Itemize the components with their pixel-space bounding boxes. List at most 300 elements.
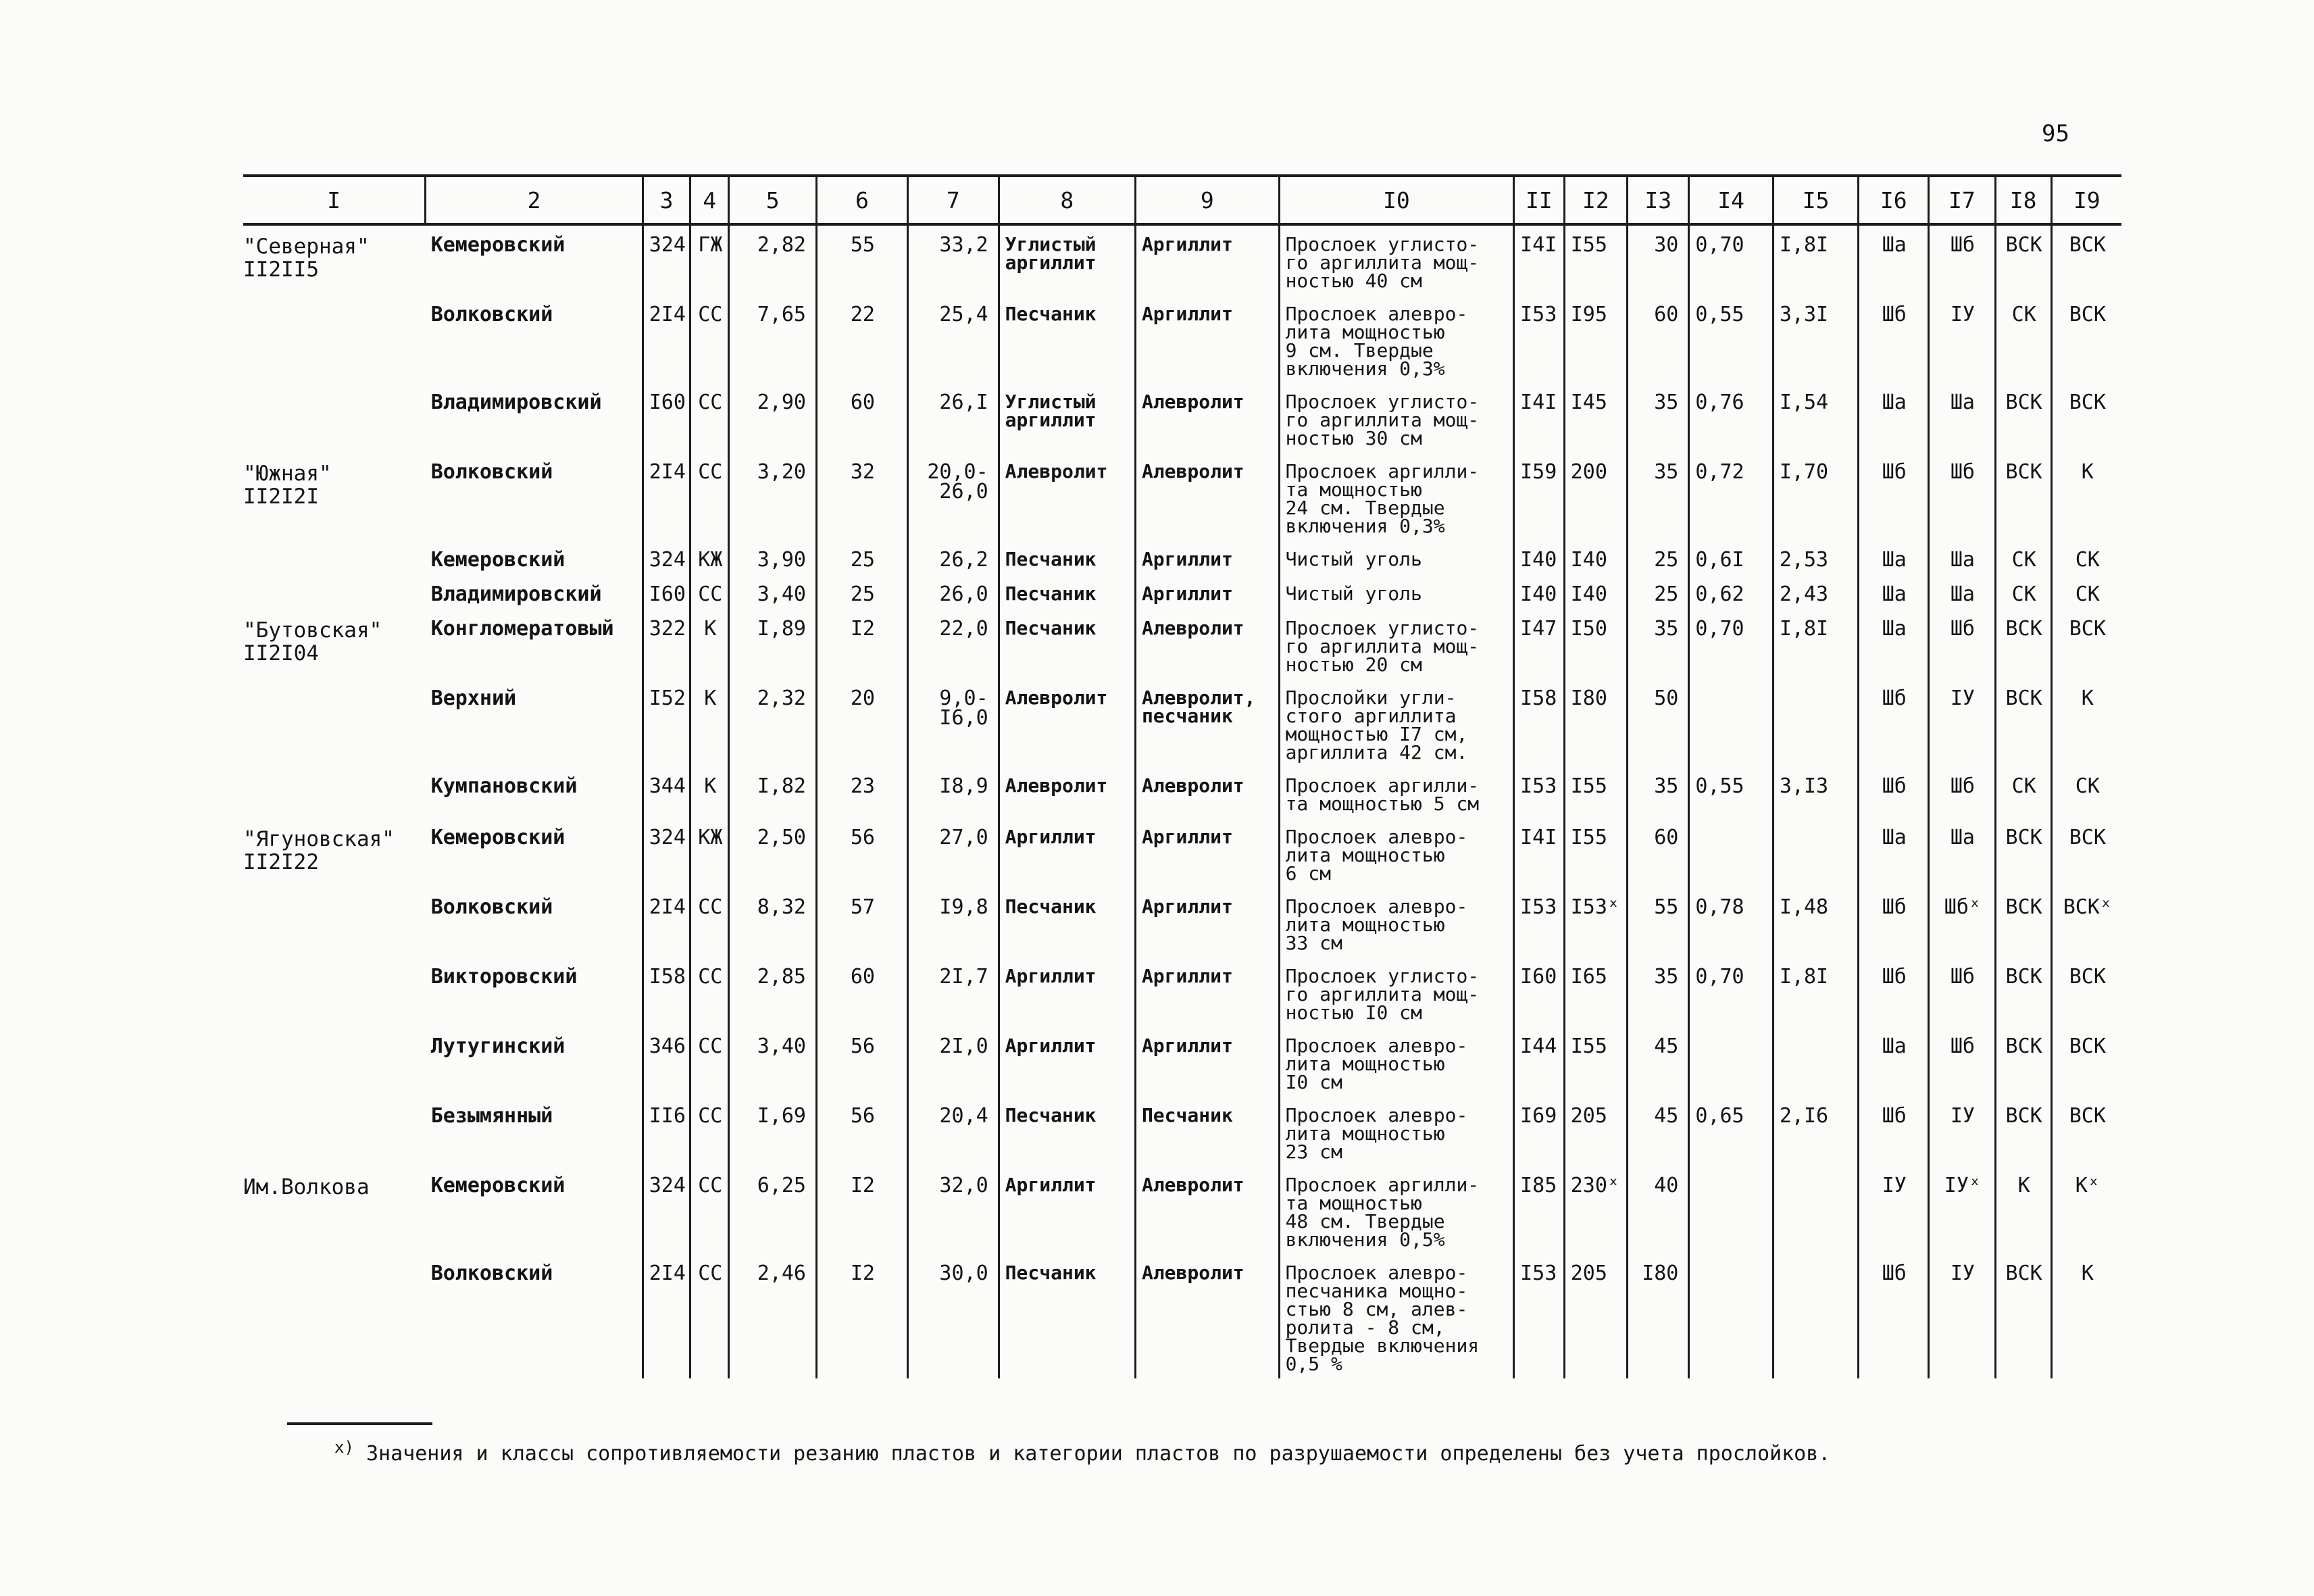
table-cell: Ша <box>1859 1027 1929 1097</box>
column-header-16: I6 <box>1859 176 1929 224</box>
table-cell: I95 <box>1564 295 1627 383</box>
table-cell: Шб <box>1859 888 1929 957</box>
table-cell: I40 <box>1514 541 1565 575</box>
table-cell: I60 <box>1514 957 1565 1027</box>
column-header-14: I4 <box>1689 176 1773 224</box>
table-cell: 2,50 <box>729 818 817 888</box>
table-cell: СС <box>690 1254 729 1378</box>
table-cell: СС <box>690 1027 729 1097</box>
table-cell: Углистый аргиллит <box>999 383 1135 453</box>
table-cell: ВСК <box>1995 957 2051 1027</box>
mine-name-cell <box>243 575 426 609</box>
table-cell: Аргиллит <box>1135 575 1279 609</box>
table-cell: СК <box>2051 541 2121 575</box>
seam-name-cell: Волковский <box>426 295 643 383</box>
table-cell: 6,25 <box>729 1166 817 1254</box>
table-cell: I8,9 <box>907 767 999 818</box>
seam-name-cell: Викторовский <box>426 957 643 1027</box>
table-cell: Аргиллит <box>1135 888 1279 957</box>
table-cell: I55 <box>1564 818 1627 888</box>
column-header-13: I3 <box>1628 176 1689 224</box>
column-header-3: 3 <box>643 176 690 224</box>
table-row <box>243 888 2121 957</box>
table-cell: СС <box>690 957 729 1027</box>
footnote-marker: x) <box>334 1438 354 1457</box>
table-cell <box>1773 1166 1859 1254</box>
table-cell: Шб <box>1929 1027 1996 1097</box>
table-cell: Прослоек углисто- го аргиллита мощ- ностью I0 см <box>1279 957 1514 1027</box>
table-cell: Прослоек алевро- лита мощностью 6 см <box>1279 818 1514 888</box>
table-cell: 2,43 <box>1773 575 1859 609</box>
table-cell: ВСК <box>1995 818 2051 888</box>
table-cell: I80 <box>1564 679 1627 767</box>
table-cell: 57 <box>816 888 907 957</box>
seam-name-cell: Волковский <box>426 1254 643 1378</box>
table-cell: Ша <box>1929 575 1996 609</box>
table-cell: Шб <box>1929 957 1996 1027</box>
table-cell: ВСК <box>1995 453 2051 541</box>
table-cell: ВСК <box>2051 383 2121 453</box>
table-cell: 2I,0 <box>907 1027 999 1097</box>
table-cell: I44 <box>1514 1027 1565 1097</box>
table-cell: СК <box>1995 541 2051 575</box>
table-row <box>243 295 2121 383</box>
table-cell: КЖ <box>690 541 729 575</box>
table-cell: 3,20 <box>729 453 817 541</box>
table-cell <box>1773 1027 1859 1097</box>
table-cell: К <box>690 609 729 679</box>
column-header-1: I <box>243 176 426 224</box>
table-cell: 7,65 <box>729 295 817 383</box>
table-cell: Аргиллит <box>1135 1027 1279 1097</box>
table-cell: Прослоек углисто- го аргиллита мощ- ностью 40 см <box>1279 224 1514 295</box>
table-cell: 2,53 <box>1773 541 1859 575</box>
table-cell: 25,4 <box>907 295 999 383</box>
seam-name-cell: Волковский <box>426 453 643 541</box>
table-cell: 200 <box>1564 453 1627 541</box>
mine-name-cell <box>243 1027 426 1097</box>
page-number: 95 <box>2042 120 2069 147</box>
table-cell: Шб <box>1859 679 1929 767</box>
column-header-15: I5 <box>1773 176 1859 224</box>
table-cell: Шб <box>1859 767 1929 818</box>
table-cell: IУ <box>1929 1254 1996 1378</box>
table-cell: I58 <box>1514 679 1565 767</box>
table-cell: 324 <box>643 818 690 888</box>
table-cell <box>1689 818 1773 888</box>
table-cell: 35 <box>1628 453 1689 541</box>
table-cell: КЖ <box>690 818 729 888</box>
table-cell: Ша <box>1929 383 1996 453</box>
table-cell: 26,I <box>907 383 999 453</box>
mine-name-cell <box>243 1097 426 1166</box>
table-cell: IУ <box>1929 295 1996 383</box>
table-cell: 0,65 <box>1689 1097 1773 1166</box>
table-cell: 20,4 <box>907 1097 999 1166</box>
table-cell: 3,40 <box>729 1027 817 1097</box>
table-row <box>243 224 2121 295</box>
table-cell: Чистый уголь <box>1279 575 1514 609</box>
table-cell: Ша <box>1929 818 1996 888</box>
column-header-8: 8 <box>999 176 1135 224</box>
table-cell: СК <box>1995 575 2051 609</box>
table-cell: Ша <box>1859 575 1929 609</box>
table-row <box>243 679 2121 767</box>
table-cell: 33,2 <box>907 224 999 295</box>
table-row <box>243 1097 2121 1166</box>
column-header-19: I9 <box>2051 176 2121 224</box>
column-header-11: II <box>1514 176 1565 224</box>
table-cell: 2I4 <box>643 888 690 957</box>
table-cell: 26,0 <box>907 575 999 609</box>
table-cell: 27,0 <box>907 818 999 888</box>
table-cell <box>1773 818 1859 888</box>
table-cell: 35 <box>1628 767 1689 818</box>
table-cell: I,48 <box>1773 888 1859 957</box>
table-cell: I,8I <box>1773 609 1859 679</box>
table-cell: Песчаник <box>999 1254 1135 1378</box>
table-cell: Алевролит <box>1135 1254 1279 1378</box>
table-cell: 2,46 <box>729 1254 817 1378</box>
table-cell: 20,0- 26,0 <box>907 453 999 541</box>
table-cell: 35 <box>1628 383 1689 453</box>
table-cell: Алевролит <box>1135 383 1279 453</box>
table-cell: Алевролит <box>1135 767 1279 818</box>
table-cell: I69 <box>1514 1097 1565 1166</box>
table-cell: I59 <box>1514 453 1565 541</box>
table-cell: 2,32 <box>729 679 817 767</box>
table-cell: 0,55 <box>1689 767 1773 818</box>
table-cell: I4I <box>1514 818 1565 888</box>
mine-name-cell <box>243 541 426 575</box>
table-cell: I,82 <box>729 767 817 818</box>
seam-characteristics-table <box>243 174 2121 1378</box>
table-cell <box>1689 1166 1773 1254</box>
table-cell: Чистый уголь <box>1279 541 1514 575</box>
table-cell: Аргиллит <box>1135 224 1279 295</box>
table-cell: 324 <box>643 1166 690 1254</box>
table-cell: 56 <box>816 1097 907 1166</box>
column-header-10: I0 <box>1279 176 1514 224</box>
column-header-17: I7 <box>1929 176 1996 224</box>
table-cell: 22,0 <box>907 609 999 679</box>
table-cell: 8,32 <box>729 888 817 957</box>
table-cell: 346 <box>643 1027 690 1097</box>
table-cell: I55 <box>1564 767 1627 818</box>
table-cell: I47 <box>1514 609 1565 679</box>
seam-name-cell: Кемеровский <box>426 224 643 295</box>
table-cell: 32 <box>816 453 907 541</box>
table-cell: 35 <box>1628 609 1689 679</box>
table-cell: Шб <box>1859 1254 1929 1378</box>
table-cell: ВСК <box>1995 1097 2051 1166</box>
table-cell: СС <box>690 1166 729 1254</box>
table-row <box>243 767 2121 818</box>
table-cell: 25 <box>816 541 907 575</box>
table-cell: 60 <box>816 957 907 1027</box>
table-cell: Шб <box>1859 957 1929 1027</box>
table-cell: Ша <box>1859 383 1929 453</box>
table-cell: ВСК <box>2051 295 2121 383</box>
table-cell: Ша <box>1859 609 1929 679</box>
footnote-text: Значения и классы сопротивляемости резанию пластов и категории пластов по разрушаемости определены без учета прослойков. <box>366 1442 1831 1466</box>
table-cell: Алевролит <box>1135 1166 1279 1254</box>
column-header-6: 6 <box>816 176 907 224</box>
table-cell: 30,0 <box>907 1254 999 1378</box>
table-row <box>243 1254 2121 1378</box>
table-cell: 60 <box>816 383 907 453</box>
seam-name-cell: Волковский <box>426 888 643 957</box>
table-cell: I58 <box>643 957 690 1027</box>
table-cell <box>1773 679 1859 767</box>
table-cell: I53 <box>1514 888 1565 957</box>
table-row <box>243 383 2121 453</box>
table-cell: ВСК <box>1995 1254 2051 1378</box>
table-cell <box>1689 679 1773 767</box>
table-cell <box>1689 1254 1773 1378</box>
table-cell: I52 <box>643 679 690 767</box>
table-cell: 0,62 <box>1689 575 1773 609</box>
mine-name-cell <box>243 957 426 1027</box>
seam-name-cell: Владимировский <box>426 383 643 453</box>
table-cell: 205 <box>1564 1097 1627 1166</box>
table-cell: Шб <box>1859 1097 1929 1166</box>
table-cell: I80 <box>1628 1254 1689 1378</box>
table-cell: 0,78 <box>1689 888 1773 957</box>
table-cell: 2,I6 <box>1773 1097 1859 1166</box>
table-cell: Ша <box>1859 541 1929 575</box>
table-cell: 25 <box>1628 575 1689 609</box>
table-cell: К <box>2051 1254 2121 1378</box>
table-cell: Аргиллит <box>999 1027 1135 1097</box>
table-cell: ГЖ <box>690 224 729 295</box>
table-cell: 45 <box>1628 1027 1689 1097</box>
table-cell: 50 <box>1628 679 1689 767</box>
seam-name-cell: Кумпановский <box>426 767 643 818</box>
table-row <box>243 453 2121 541</box>
mine-name-cell: "Южная" II2I2I <box>243 462 332 509</box>
table-cell: Прослоек аргилли- та мощностью 24 см. Твердые включения 0,3% <box>1279 453 1514 541</box>
table-cell: Шб <box>1929 453 1996 541</box>
table-cell: 205 <box>1564 1254 1627 1378</box>
table-cell: 45 <box>1628 1097 1689 1166</box>
table-cell: I4I <box>1514 383 1565 453</box>
table-cell: I2 <box>816 1254 907 1378</box>
table-cell: 2,82 <box>729 224 817 295</box>
table-cell: СК <box>2051 767 2121 818</box>
table-cell: I60 <box>643 383 690 453</box>
table-cell: Кˣ <box>2051 1166 2121 1254</box>
table-cell: Углистый аргиллит <box>999 224 1135 295</box>
mine-name-cell: "Северная" II2II5 <box>243 234 370 282</box>
table-cell: 55 <box>1628 888 1689 957</box>
table-cell: 324 <box>643 541 690 575</box>
seam-name-cell: Кемеровский <box>426 818 643 888</box>
table-cell: Прослоек алевро- лита мощностью 23 см <box>1279 1097 1514 1166</box>
seam-name-cell: Верхний <box>426 679 643 767</box>
table-cell: 2I4 <box>643 453 690 541</box>
table-cell: I55 <box>1564 1027 1627 1097</box>
seam-name-cell: Кемеровский <box>426 541 643 575</box>
table-cell: I,69 <box>729 1097 817 1166</box>
table-cell: Шб <box>1929 224 1996 295</box>
table-cell: Песчаник <box>999 888 1135 957</box>
table-cell: 60 <box>1628 818 1689 888</box>
table-row <box>243 957 2121 1027</box>
table-cell: 2I,7 <box>907 957 999 1027</box>
table-cell: 23 <box>816 767 907 818</box>
table-cell: ВСКˣ <box>2051 888 2121 957</box>
table-cell: СК <box>1995 767 2051 818</box>
table-cell <box>1773 1254 1859 1378</box>
table-cell: ВСК <box>2051 1027 2121 1097</box>
table-cell: ВСК <box>1995 1027 2051 1097</box>
table-row <box>243 818 2121 888</box>
table-cell: 2I4 <box>643 295 690 383</box>
table-cell: СК <box>1995 295 2051 383</box>
table-cell: 25 <box>1628 541 1689 575</box>
table-cell: I,70 <box>1773 453 1859 541</box>
table-cell: IУ <box>1859 1166 1929 1254</box>
table-cell: 25 <box>816 575 907 609</box>
table-cell: Шб <box>1929 767 1996 818</box>
table-cell: Прослоек алевро- песчаника мощно- стью 8 см, алев- ролита - 8 см, Твердые включения 0,5 % <box>1279 1254 1514 1378</box>
table-cell: I65 <box>1564 957 1627 1027</box>
table-cell: 26,2 <box>907 541 999 575</box>
table-cell: II6 <box>643 1097 690 1166</box>
table-cell: 0,55 <box>1689 295 1773 383</box>
table-cell: Песчаник <box>999 1097 1135 1166</box>
table-cell: 0,70 <box>1689 224 1773 295</box>
table-cell: 324 <box>643 224 690 295</box>
table-cell: Прослоек углисто- го аргиллита мощ- ностью 20 см <box>1279 609 1514 679</box>
table-cell: 55 <box>816 224 907 295</box>
table-cell: Шб <box>1929 609 1996 679</box>
table-cell: К <box>1995 1166 2051 1254</box>
table-cell: 3,I3 <box>1773 767 1859 818</box>
column-header-12: I2 <box>1564 176 1627 224</box>
table-cell: I,8I <box>1773 957 1859 1027</box>
table-body <box>243 224 2121 1378</box>
table-cell: Аргиллит <box>999 818 1135 888</box>
table-cell: 56 <box>816 1027 907 1097</box>
table-cell: Аргиллит <box>999 1166 1135 1254</box>
table-cell: Аргиллит <box>999 957 1135 1027</box>
table-cell: 2,85 <box>729 957 817 1027</box>
table-cell: Ша <box>1859 224 1929 295</box>
table-cell: СС <box>690 1097 729 1166</box>
table-cell: СС <box>690 383 729 453</box>
table-cell: I45 <box>1564 383 1627 453</box>
table-cell: I9,8 <box>907 888 999 957</box>
table-cell: 30 <box>1628 224 1689 295</box>
seam-name-cell: Владимировский <box>426 575 643 609</box>
table-cell: СС <box>690 575 729 609</box>
table-cell: 9,0- I6,0 <box>907 679 999 767</box>
table-cell: Аргиллит <box>1135 818 1279 888</box>
table-cell: I60 <box>643 575 690 609</box>
table-cell: ВСК <box>1995 888 2051 957</box>
table-cell: ВСК <box>2051 224 2121 295</box>
table-cell: ВСК <box>2051 1097 2121 1166</box>
table-cell: Аргиллит <box>1135 295 1279 383</box>
table-cell: I85 <box>1514 1166 1565 1254</box>
table-cell: I53 <box>1514 767 1565 818</box>
table-cell: 230ˣ <box>1564 1166 1627 1254</box>
column-header-5: 5 <box>729 176 817 224</box>
table-cell: Прослойки угли- стого аргиллита мощностью I7 см, аргиллита 42 см. <box>1279 679 1514 767</box>
table-cell: 3,40 <box>729 575 817 609</box>
table-cell: 3,3I <box>1773 295 1859 383</box>
table-cell: I53ˣ <box>1564 888 1627 957</box>
column-header-2: 2 <box>426 176 643 224</box>
table-cell: Шб <box>1859 453 1929 541</box>
column-header-9: 9 <box>1135 176 1279 224</box>
table-cell: Алевролит <box>1135 453 1279 541</box>
table-cell: ВСК <box>1995 609 2051 679</box>
table-cell: IУˣ <box>1929 1166 1996 1254</box>
table-row <box>243 575 2121 609</box>
table-cell: ВСК <box>2051 818 2121 888</box>
table-cell: IУ <box>1929 1097 1996 1166</box>
table-cell: 0,70 <box>1689 609 1773 679</box>
mine-name-cell <box>243 383 426 453</box>
table-cell: Ша <box>1929 541 1996 575</box>
table-cell: 22 <box>816 295 907 383</box>
table-cell: I,54 <box>1773 383 1859 453</box>
table-cell: Песчаник <box>1135 1097 1279 1166</box>
table-cell: Прослоек алевро- лита мощностью 9 см. Твердые включения 0,3% <box>1279 295 1514 383</box>
table-cell: 0,76 <box>1689 383 1773 453</box>
table-cell: Прослоек аргилли- та мощностью 5 см <box>1279 767 1514 818</box>
table-cell: I,89 <box>729 609 817 679</box>
table-cell: 2I4 <box>643 1254 690 1378</box>
table-row <box>243 541 2121 575</box>
table-cell: ВСК <box>2051 957 2121 1027</box>
table-cell: Песчаник <box>999 295 1135 383</box>
mine-name-cell <box>243 888 426 957</box>
table-cell <box>1689 1027 1773 1097</box>
table-cell: Шбˣ <box>1929 888 1996 957</box>
mine-name-cell: "Ягуновская" II2I22 <box>243 827 395 874</box>
table-cell: К <box>2051 453 2121 541</box>
table-cell: I53 <box>1514 295 1565 383</box>
mine-name-cell <box>243 1254 426 1378</box>
table-cell: I,8I <box>1773 224 1859 295</box>
table-cell: I40 <box>1514 575 1565 609</box>
table-cell: СС <box>690 453 729 541</box>
table-cell: К <box>690 679 729 767</box>
seam-name-cell: Безымянный <box>426 1097 643 1166</box>
table-cell: 32,0 <box>907 1166 999 1254</box>
mine-name-cell <box>243 679 426 767</box>
table-cell: Ша <box>1859 818 1929 888</box>
table-cell: 344 <box>643 767 690 818</box>
table-cell: 0,72 <box>1689 453 1773 541</box>
table-cell: 20 <box>816 679 907 767</box>
table-cell: 2,90 <box>729 383 817 453</box>
table-cell: Шб <box>1859 295 1929 383</box>
table-cell: 35 <box>1628 957 1689 1027</box>
table-cell: I40 <box>1564 575 1627 609</box>
table-cell: Алевролит <box>1135 609 1279 679</box>
table-cell: К <box>690 767 729 818</box>
footnote <box>334 1438 1830 1466</box>
table-cell: Прослоек алевро- лита мощностью 33 см <box>1279 888 1514 957</box>
table-cell: Аргиллит <box>1135 541 1279 575</box>
table-cell: СС <box>690 888 729 957</box>
table-cell: I2 <box>816 609 907 679</box>
